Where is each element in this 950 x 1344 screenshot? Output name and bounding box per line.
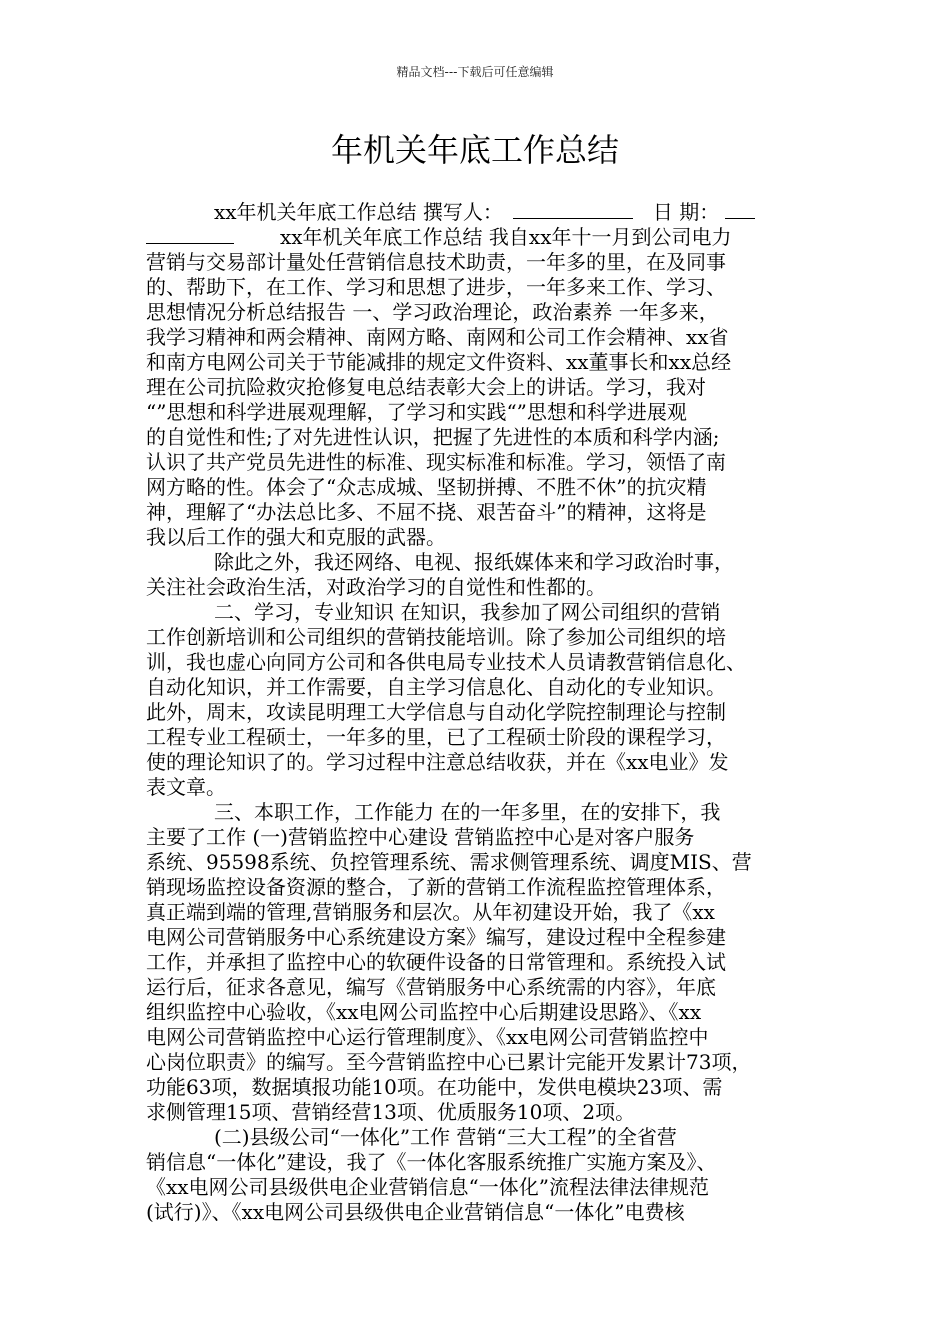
text-line — [146, 200, 806, 225]
text-line: 除此之外，我还网络、电视、报纸媒体来和学习政治时事， — [214, 550, 734, 574]
text-line: 心岗位职责》的编写。至今营销监控中心已累计完能开发累计73项， — [146, 1050, 752, 1074]
text-line: 电网公司营销监控中心运行管理制度》、《xx电网公司营销监控中 — [146, 1025, 709, 1049]
text-line: 主要了工作 (一)营销监控中心建设 营销监控中心是对客户服务 — [146, 825, 695, 849]
text-line: 的自觉性和性;了对先进性认识，把握了先进性的本质和科学内涵; — [146, 425, 720, 449]
text-line: 此外，周末，攻读昆明理工大学信息与自动化学院控制理论与控制 — [146, 700, 726, 724]
text-line: 和南方电网公司关于节能减排的规定文件资料、xx董事长和xx总经 — [146, 350, 732, 374]
text-line: 运行后，征求各意见，编写《营销服务中心系统需的内容》，年底 — [146, 975, 716, 999]
header-note: 精品文档---下载后可任意编辑 — [396, 65, 554, 79]
text-line: 我以后工作的强大和克服的武器。 — [146, 525, 446, 549]
text-line: 网方略的性。体会了“众志成城、坚韧拼搏、不胜不休”的抗灾精 — [146, 475, 707, 499]
text-line: 工程专业工程硕士，一年多的里，已了工程硕士阶段的课程学习， — [146, 725, 726, 749]
text-line: (二)县级公司“一体化”工作 营销“三大工程”的全省营 — [214, 1125, 677, 1149]
text-line: 表文章。 — [146, 775, 226, 799]
author-blank — [513, 200, 633, 219]
text-line: 训，我也虚心向同方公司和各供电局专业技术人员请教营销信息化、 — [146, 650, 746, 674]
text-line: 三、本职工作，工作能力 在的一年多里，在的安排下，我 — [214, 800, 721, 824]
date-blank — [725, 200, 755, 219]
text-line: 思想情况分析总结报告 一、学习政治理论，政治素养 一年多来， — [146, 300, 719, 324]
date-label: 日 期： — [652, 200, 720, 224]
date-blank-continued — [146, 225, 234, 244]
text-line: 认识了共产党员先进性的标准、现实标准和标准。学习，领悟了南 — [146, 450, 726, 474]
text-line: xx年机关年底工作总结 我自xx年十一月到公司电力 — [146, 225, 806, 250]
text-line: 理在公司抗险救灾抢修复电总结表彰大会上的讲话。学习，我对 — [146, 375, 706, 399]
text-line: 电网公司营销服务中心系统建设方案》编写，建设过程中全程参建 — [146, 925, 726, 949]
text-line: 功能63项，数据填报功能10项。在功能中，发供电模块23项、需 — [146, 1075, 723, 1099]
text-line: “”思想和科学进展观理解，了学习和实践“”思想和科学进展观 — [146, 400, 687, 424]
text-line: 的、帮助下，在工作、学习和思想了进步，一年多来工作、学习、 — [146, 275, 726, 299]
text-line: 销信息“一体化”建设，我了《一体化客服系统推广实施方案及》、 — [146, 1150, 717, 1174]
text-line: 求侧管理15项、营销经营13项、优质服务10项、2项。 — [146, 1100, 636, 1124]
text-line: 销现场监控设备资源的整合，了新的营销工作流程监控管理体系， — [146, 875, 726, 899]
text-line: 二、学习，专业知识 在知识，我参加了网公司组织的营销 — [214, 600, 721, 624]
text-line: 真正端到端的管理,营销服务和层次。从年初建设开始，我了《xx — [146, 900, 715, 924]
text-line: 工作，并承担了监控中心的软硬件设备的日常管理和。系统投入试 — [146, 950, 726, 974]
text-line: 营销与交易部计量处任营销信息技术助责，一年多的里，在及同事 — [146, 250, 726, 274]
text-line: 神，理解了“办法总比多、不屈不挠、艰苦奋斗”的精神，这将是 — [146, 500, 707, 524]
document-body — [146, 200, 806, 1225]
text-line: 自动化知识，并工作需要，自主学习信息化、自动化的专业知识。 — [146, 675, 726, 699]
text-line: 《xx电网公司县级供电企业营销信息“一体化”流程法律法律规范 — [146, 1175, 710, 1199]
text-line: 使的理论知识了的。学习过程中注意总结收获，并在《xx电业》发 — [146, 750, 729, 774]
byline-text: xx年机关年底工作总结 撰写人： — [214, 200, 503, 224]
text-line: (试行)》、《xx电网公司县级供电企业营销信息“一体化”电费核 — [146, 1200, 685, 1224]
text-line: 我学习精神和两会精神、南网方略、南网和公司工作会精神、xx省 — [146, 325, 729, 349]
page-title: 年机关年底工作总结 — [330, 131, 619, 169]
text-line: 工作创新培训和公司组织的营销技能培训。除了参加公司组织的培 — [146, 625, 726, 649]
text-line: 关注社会政治生活，对政治学习的自觉性和性都的。 — [146, 575, 606, 599]
text-line: 组织监控中心验收，《xx电网公司监控中心后期建设思路》、《xx — [146, 1000, 702, 1024]
text-line: 系统、95598系统、负控管理系统、需求侧管理系统、调度MIS、营 — [146, 850, 752, 874]
